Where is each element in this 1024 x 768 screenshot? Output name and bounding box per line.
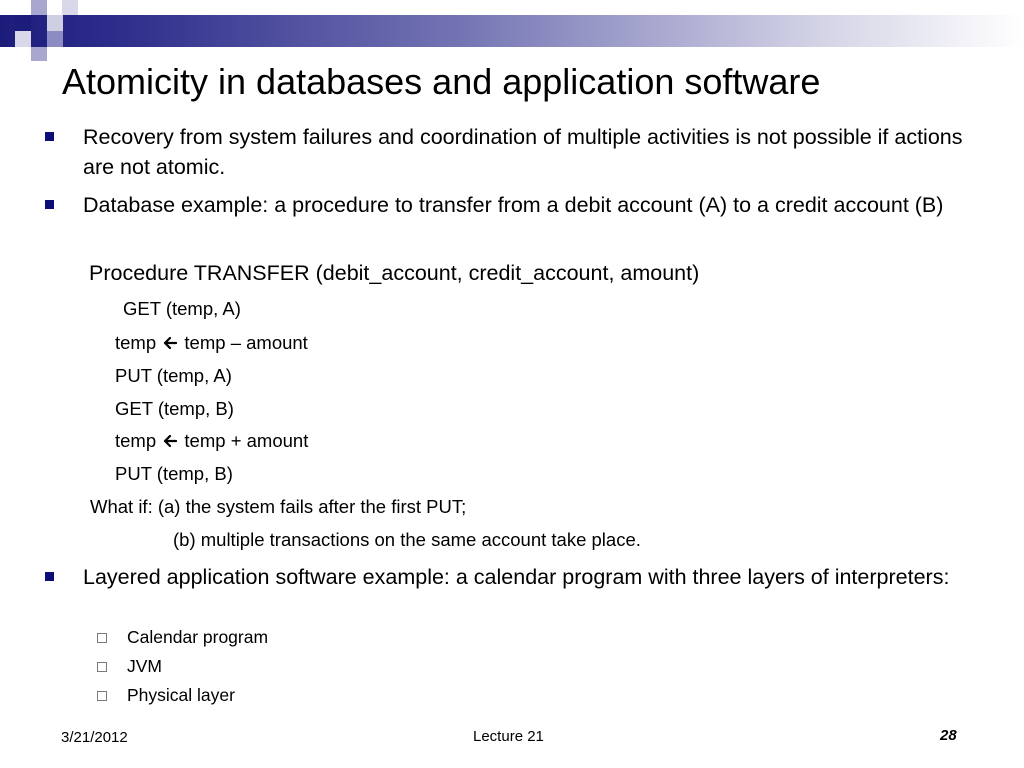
left-arrow-icon (163, 434, 177, 448)
decor-square (47, 15, 63, 31)
bullet-square-icon (45, 572, 54, 581)
code-line-right: temp – amount (184, 332, 308, 353)
decor-square (15, 15, 31, 31)
decor-square (15, 31, 31, 47)
code-line (115, 428, 308, 454)
sub-item: Calendar program (127, 627, 269, 647)
footer-page-number: 28 (940, 727, 957, 744)
decor-square (62, 0, 78, 15)
code-line-left: temp (115, 332, 157, 353)
procedure-header: Procedure TRANSFER (debit_account, credit_account, amount) (89, 261, 700, 285)
what-if-line: What if: (a) the system fails after the first PUT; (90, 496, 467, 517)
slide-title: Atomicity in databases and application software (62, 61, 821, 102)
hollow-square-bullet-icon (97, 691, 107, 701)
code-line-right: temp + amount (184, 430, 309, 451)
bullet-text: Database example: a procedure to transfer from a debit account (A) to a credit account (B) (83, 193, 944, 217)
footer-lecture: Lecture 21 (473, 728, 544, 745)
code-line (115, 330, 308, 356)
left-arrow-icon (163, 336, 177, 350)
footer-date: 3/21/2012 (61, 729, 128, 746)
code-line: GET (temp, B) (115, 398, 234, 419)
code-line: PUT (temp, B) (115, 463, 233, 484)
hollow-square-bullet-icon (97, 633, 107, 643)
sub-item: JVM (127, 656, 162, 676)
hollow-square-bullet-icon (97, 662, 107, 672)
code-line-left: temp (115, 430, 157, 451)
code-line: PUT (temp, A) (115, 365, 232, 386)
decor-square (31, 0, 47, 15)
decor-square (47, 31, 63, 47)
code-line: GET (temp, A) (123, 298, 241, 319)
decor-square (31, 47, 47, 61)
bullet-text: Recovery from system failures and coordination of multiple activities is not possible if actions are not atomic. (83, 125, 963, 179)
bullet-square-icon (45, 132, 54, 141)
what-if-line-b: (b) multiple transactions on the same account take place. (173, 529, 641, 550)
header-gradient-band (0, 15, 1024, 47)
sub-item: Physical layer (127, 685, 235, 705)
bullet-text: Layered application software example: a calendar program with three layers of interpreters: (83, 565, 950, 589)
bullet-square-icon (45, 200, 54, 209)
